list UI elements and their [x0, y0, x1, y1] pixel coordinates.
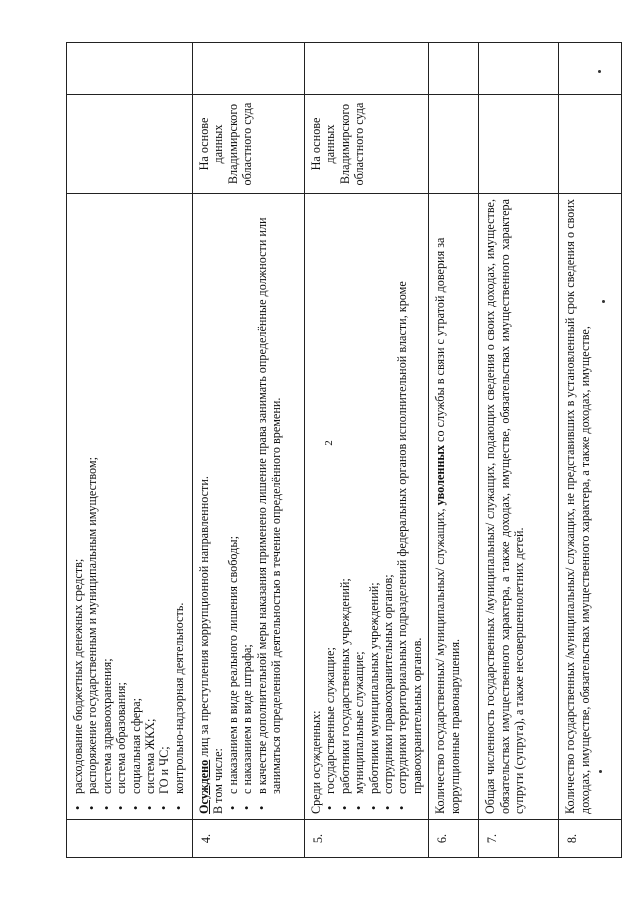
lead-text: лиц за преступления коррупционной направленности.	[197, 476, 211, 760]
page-number: 2	[322, 440, 335, 446]
row-source: На основе данных Владимирского областного суда	[305, 95, 429, 194]
list-item: • государственные служащие;	[323, 199, 337, 794]
row-content: Количество государственных /муниципальных/ служащих, не представивших в установленный срок сведения о своих доходах, имуществе, обязательствах имущественного характера, а также доходах, имуществе,	[559, 194, 622, 820]
row-text: Количество государственных/ муниципальных/ служащих,	[433, 505, 448, 814]
table-row	[429, 43, 479, 858]
list-item: • контрольно-надзорная деятельность.	[172, 199, 186, 794]
row-source	[559, 95, 622, 194]
table-row	[559, 43, 622, 858]
row-number: 7.	[479, 820, 559, 858]
row-source	[429, 95, 479, 194]
row-content	[429, 194, 479, 820]
row-source	[67, 95, 193, 194]
row-extra	[429, 43, 479, 95]
row-source: На основе данных Владимирского областного суда	[193, 95, 305, 194]
row-number: 4.	[193, 820, 305, 858]
row-sub: В том числе:	[211, 748, 226, 814]
row-lead	[197, 199, 211, 814]
list-item: • система здравоохранения;	[100, 199, 114, 794]
bullet-list	[226, 199, 284, 814]
row-content: Общая численность государственных /муниципальных/ служащих, подающих сведения о своих доходах, имуществе, обязательствах имущественного характера, а также доходах, имуществе, обязательствах имущественного характера супруги (супруга), а также несовершеннолетних детей.	[479, 194, 559, 820]
indicators-table	[66, 42, 622, 858]
row-number: 6.	[429, 820, 479, 858]
row-lead: Среди осужденных:	[309, 710, 323, 814]
row-number: 8.	[559, 820, 622, 858]
list-item: • с наказанием в виде реального лишения свободы;	[226, 199, 240, 794]
bullet-list	[71, 199, 186, 814]
table-row	[193, 43, 305, 858]
row-extra	[193, 43, 305, 95]
list-item: • с наказанием в виде штрафа;	[240, 199, 254, 794]
row-number: 5.	[305, 820, 429, 858]
row-extra	[559, 43, 622, 95]
lead-bold: Осуждено	[197, 759, 211, 814]
list-item: • распоряжение государственным и муниципальным имуществом;	[85, 199, 99, 794]
list-item: • сотрудники территориальных подразделений федеральных органов исполнительной власти, кроме правоохранительных органов.	[395, 199, 424, 794]
table-row	[479, 43, 559, 858]
list-item: • муниципальные служащие;	[352, 199, 366, 794]
row-source	[479, 95, 559, 194]
row-content	[67, 194, 193, 820]
row-text: со службы в связи с утратой доверия за коррупционные правонарушения.	[433, 237, 462, 814]
list-item: • в качестве дополнительной меры наказания применено лишение права занимать определённые должности или заниматься определенной деятельностью в течение определённого времени.	[255, 199, 284, 794]
list-item: • ГО и ЧС;	[157, 199, 171, 794]
table-row	[67, 43, 193, 858]
row-extra	[67, 43, 193, 95]
list-item: • система ЖКХ;	[143, 199, 157, 794]
list-item: • сотрудники правоохранительных органов;	[381, 199, 395, 794]
bullet-list	[323, 199, 424, 814]
row-text-bold: уволенных	[433, 444, 448, 506]
list-item: • расходование бюджетных денежных средств;	[71, 199, 85, 794]
table-row	[305, 43, 429, 858]
list-item: • работники муниципальных учреждений;	[367, 199, 381, 794]
list-item: • система образования;	[114, 199, 128, 794]
row-extra	[305, 43, 429, 95]
row-content	[193, 194, 305, 820]
list-item: • работники государственных учреждений;	[338, 199, 352, 794]
row-extra	[479, 43, 559, 95]
rotated-table-sheet	[66, 43, 621, 858]
row-content	[305, 194, 429, 820]
row-number	[67, 820, 193, 858]
list-item: • социальная сфера;	[129, 199, 143, 794]
